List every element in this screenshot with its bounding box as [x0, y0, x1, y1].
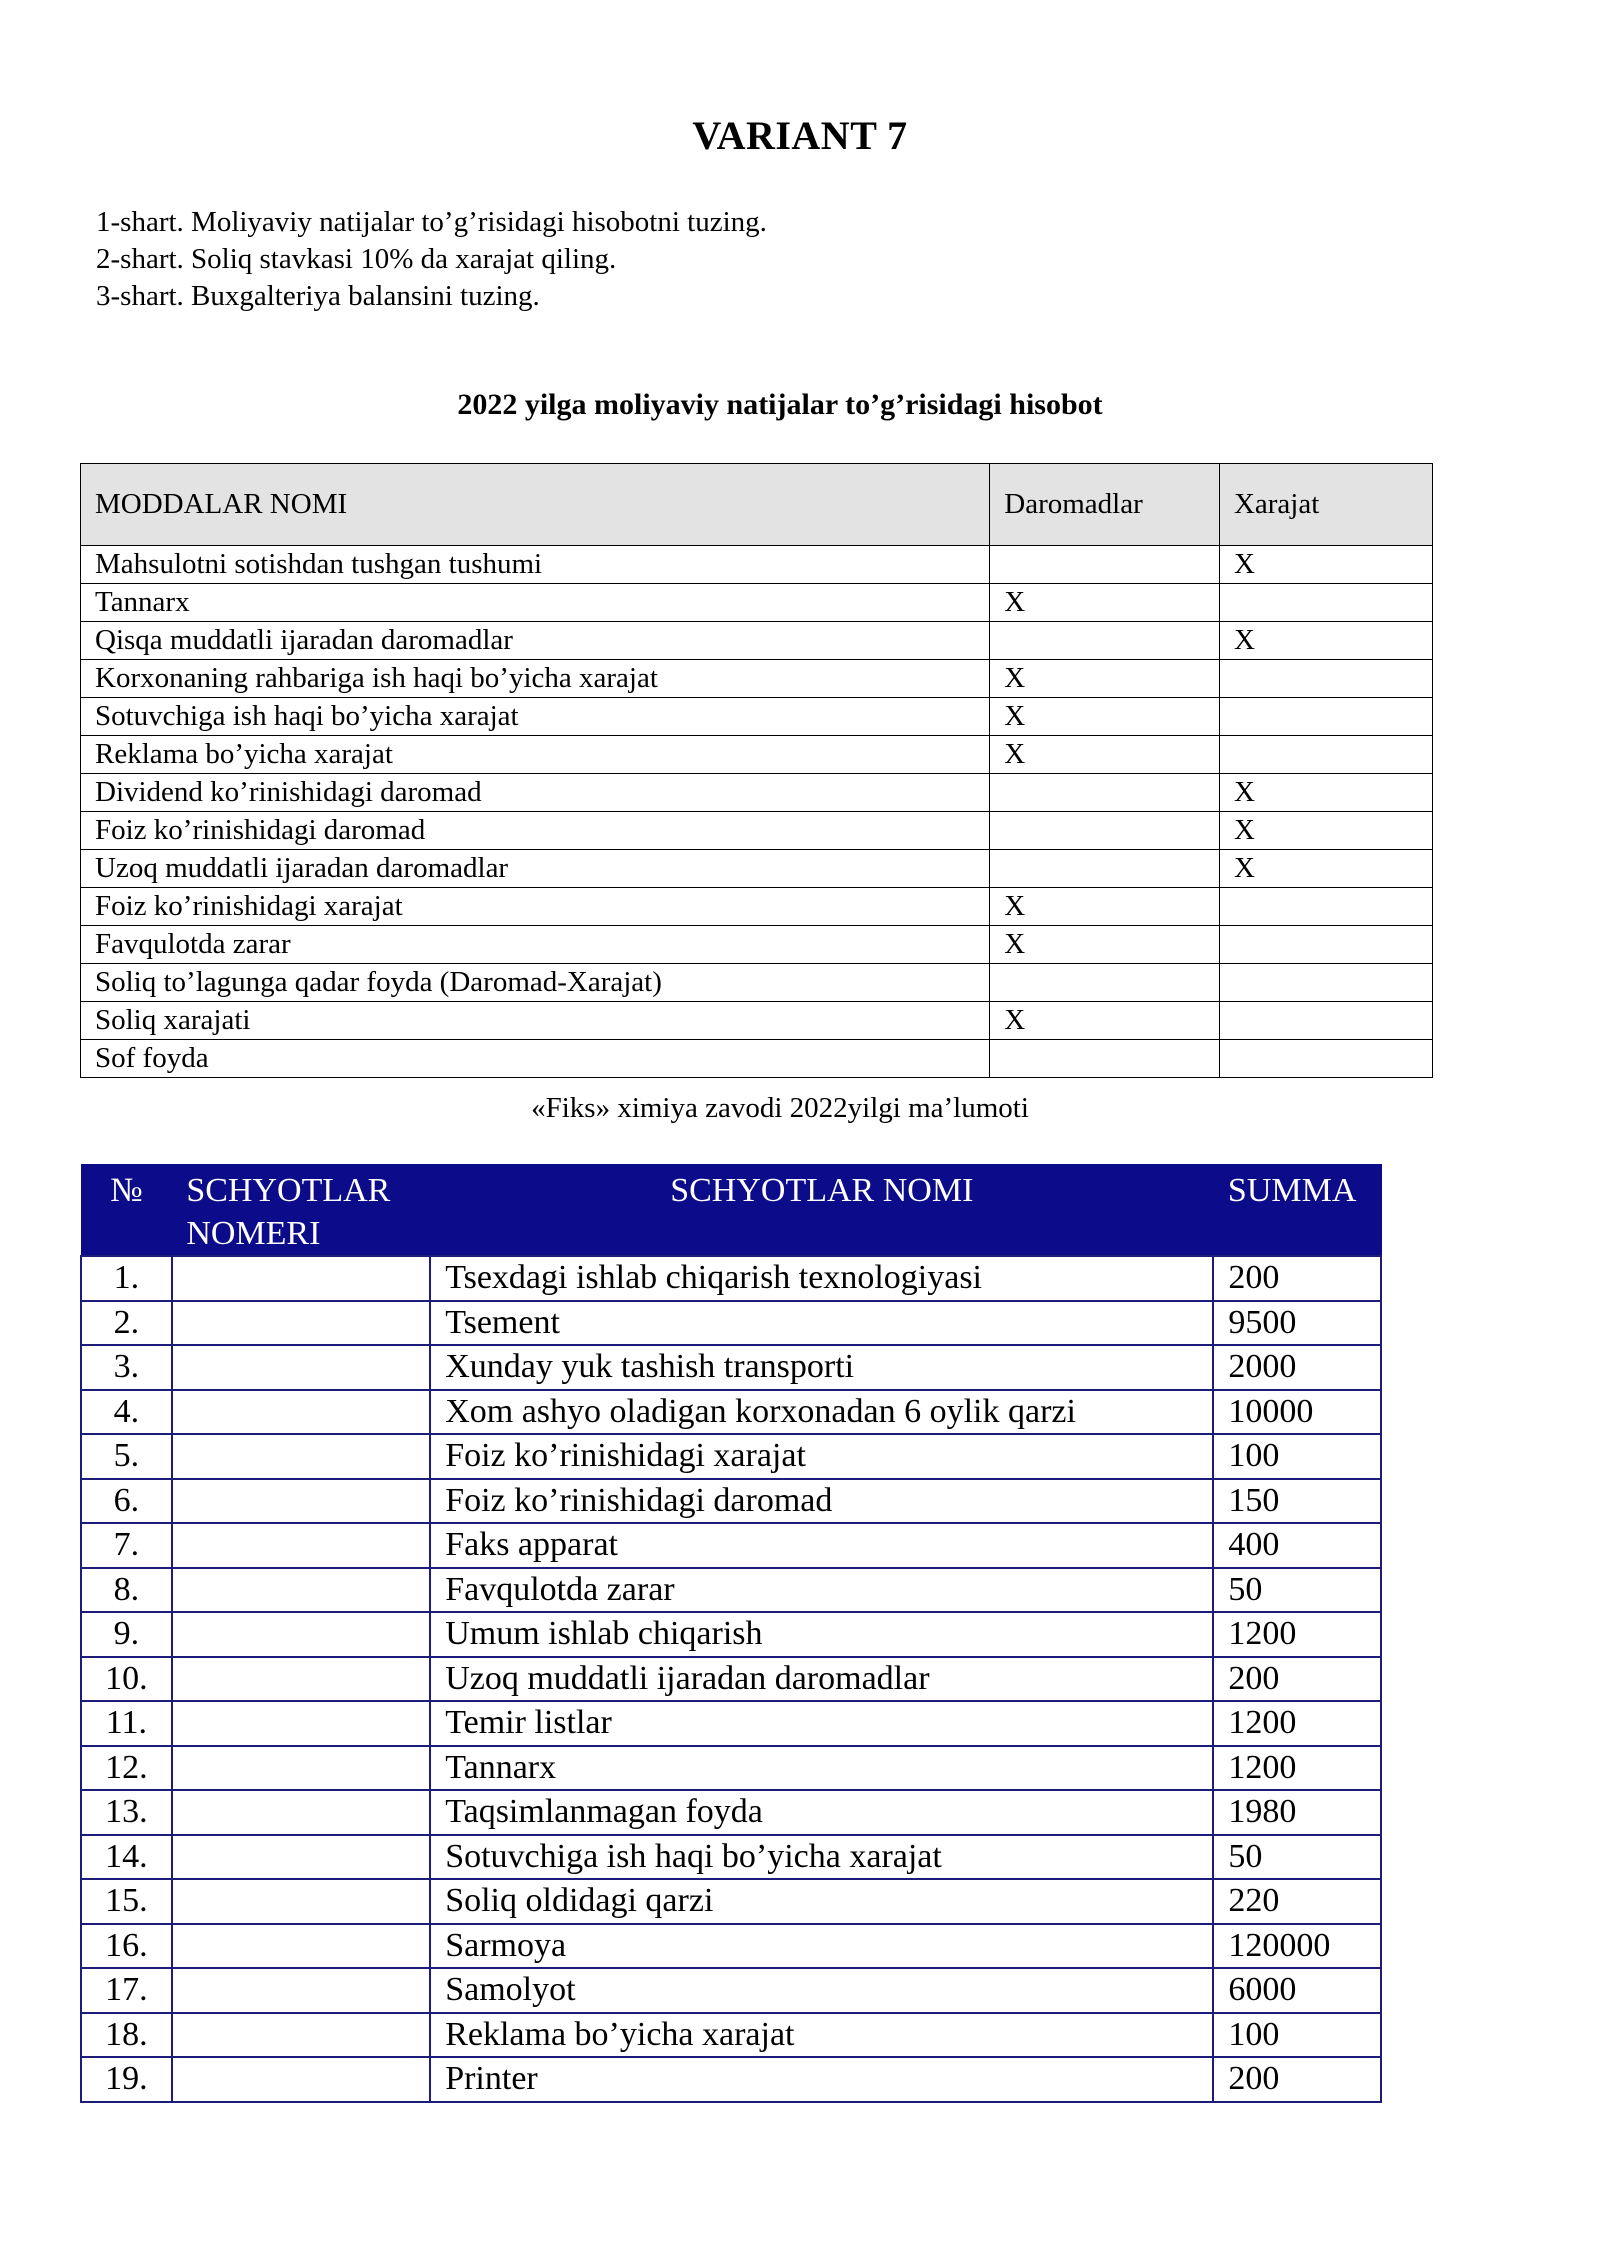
- table-row: [81, 812, 1433, 850]
- row-account-number: [172, 1568, 430, 1613]
- data-note: «Fiks» ximiya zavodi 2022yilgi ma’lumoti: [531, 1092, 1029, 1124]
- row-income-mark: [990, 850, 1220, 888]
- row-item-name: Foiz ko’rinishidagi daromad: [81, 812, 990, 850]
- row-expense-mark: [1219, 964, 1432, 1002]
- row-sum: 100: [1213, 2013, 1381, 2058]
- table-row: [81, 888, 1433, 926]
- row-number: 9.: [81, 1612, 172, 1657]
- table-header-row: [81, 1165, 1381, 1257]
- row-income-mark: [990, 964, 1220, 1002]
- row-account-name: Reklama bo’yicha xarajat: [430, 2013, 1213, 2058]
- table-row: [81, 1568, 1381, 1613]
- row-item-name: Soliq xarajati: [81, 1002, 990, 1040]
- condition-3: 3-shart. Buxgalteriya balansini tuzing.: [96, 280, 540, 312]
- row-account-name: Printer: [430, 2057, 1213, 2102]
- header-account-name: SCHYOTLAR NOMI: [430, 1165, 1213, 1257]
- row-expense-mark: [1219, 584, 1432, 622]
- row-item-name: Soliq to’lagunga qadar foyda (Daromad-Xarajat): [81, 964, 990, 1002]
- row-income-mark: X: [990, 736, 1220, 774]
- row-account-number: [172, 1345, 430, 1390]
- table-row: [81, 546, 1433, 584]
- row-expense-mark: [1219, 1002, 1432, 1040]
- table-row: [81, 698, 1433, 736]
- row-sum: 1980: [1213, 1790, 1381, 1835]
- row-income-mark: [990, 774, 1220, 812]
- row-sum: 2000: [1213, 1345, 1381, 1390]
- row-account-number: [172, 1835, 430, 1880]
- row-account-number: [172, 2057, 430, 2102]
- table-row: [81, 660, 1433, 698]
- row-expense-mark: X: [1219, 546, 1432, 584]
- row-account-name: Favqulotda zarar: [430, 1568, 1213, 1613]
- table-row: [81, 1523, 1381, 1568]
- row-income-mark: X: [990, 1002, 1220, 1040]
- row-sum: 1200: [1213, 1746, 1381, 1791]
- row-expense-mark: [1219, 660, 1432, 698]
- row-income-mark: [990, 546, 1220, 584]
- header-account-number: SCHYOTLAR NOMERI: [172, 1165, 430, 1257]
- condition-2: 2-shart. Soliq stavkasi 10% da xarajat qiling.: [96, 243, 617, 275]
- row-number: 5.: [81, 1434, 172, 1479]
- row-number: 16.: [81, 1924, 172, 1969]
- row-sum: 10000: [1213, 1390, 1381, 1435]
- row-account-number: [172, 1256, 430, 1301]
- row-item-name: Qisqa muddatli ijaradan daromadlar: [81, 622, 990, 660]
- conditions-list: [96, 204, 767, 315]
- table-row: [81, 1746, 1381, 1791]
- table-row: [81, 1479, 1381, 1524]
- row-account-number: [172, 1701, 430, 1746]
- table-row: [81, 1879, 1381, 1924]
- table-row: [81, 1434, 1381, 1479]
- row-account-name: Soliq oldidagi qarzi: [430, 1879, 1213, 1924]
- row-number: 11.: [81, 1701, 172, 1746]
- row-account-number: [172, 1390, 430, 1435]
- row-sum: 220: [1213, 1879, 1381, 1924]
- row-account-number: [172, 1434, 430, 1479]
- row-account-number: [172, 1612, 430, 1657]
- table-row: [81, 1701, 1381, 1746]
- row-number: 2.: [81, 1301, 172, 1346]
- row-income-mark: X: [990, 698, 1220, 736]
- row-expense-mark: [1219, 698, 1432, 736]
- row-account-name: Foiz ko’rinishidagi daromad: [430, 1479, 1213, 1524]
- row-account-name: Foiz ko’rinishidagi xarajat: [430, 1434, 1213, 1479]
- row-account-name: Tsexdagi ishlab chiqarish texnologiyasi: [430, 1256, 1213, 1301]
- row-number: 12.: [81, 1746, 172, 1791]
- header-expense: Xarajat: [1219, 464, 1432, 546]
- row-account-number: [172, 2013, 430, 2058]
- row-account-name: Umum ishlab chiqarish: [430, 1612, 1213, 1657]
- row-sum: 9500: [1213, 1301, 1381, 1346]
- row-number: 18.: [81, 2013, 172, 2058]
- table-row: [81, 774, 1433, 812]
- row-sum: 200: [1213, 1657, 1381, 1702]
- row-item-name: Sotuvchiga ish haqi bo’yicha xarajat: [81, 698, 990, 736]
- row-account-name: Xom ashyo oladigan korxonadan 6 oylik qarzi: [430, 1390, 1213, 1435]
- row-sum: 150: [1213, 1479, 1381, 1524]
- row-expense-mark: X: [1219, 850, 1432, 888]
- table-row: [81, 622, 1433, 660]
- row-account-number: [172, 1746, 430, 1791]
- table-row: [81, 1790, 1381, 1835]
- row-sum: 1200: [1213, 1612, 1381, 1657]
- table-header-row: [81, 464, 1433, 546]
- row-sum: 100: [1213, 1434, 1381, 1479]
- accounts-table: [80, 1164, 1382, 2103]
- row-item-name: Reklama bo’yicha xarajat: [81, 736, 990, 774]
- row-income-mark: X: [990, 926, 1220, 964]
- table-row: [81, 1657, 1381, 1702]
- row-number: 8.: [81, 1568, 172, 1613]
- page-title: VARIANT 7: [692, 113, 908, 158]
- row-number: 17.: [81, 1968, 172, 2013]
- row-item-name: Favqulotda zarar: [81, 926, 990, 964]
- table-row: [81, 926, 1433, 964]
- table-row: [81, 1040, 1433, 1078]
- header-number: №: [81, 1165, 172, 1257]
- row-account-number: [172, 1657, 430, 1702]
- row-sum: 6000: [1213, 1968, 1381, 2013]
- row-item-name: Sof foyda: [81, 1040, 990, 1078]
- row-account-number: [172, 1924, 430, 1969]
- table-row: [81, 2057, 1381, 2102]
- table-row: [81, 1924, 1381, 1969]
- report-title: 2022 yilga moliyaviy natijalar to’g’risidagi hisobot: [457, 388, 1103, 421]
- row-sum: 400: [1213, 1523, 1381, 1568]
- row-income-mark: X: [990, 660, 1220, 698]
- table-row: [81, 1612, 1381, 1657]
- row-account-number: [172, 1879, 430, 1924]
- row-income-mark: X: [990, 888, 1220, 926]
- condition-1: 1-shart. Moliyaviy natijalar to’g’risidagi hisobotni tuzing.: [96, 206, 767, 238]
- row-number: 10.: [81, 1657, 172, 1702]
- table-row: [81, 584, 1433, 622]
- table-row: [81, 1345, 1381, 1390]
- row-expense-mark: [1219, 888, 1432, 926]
- header-sum: SUMMA: [1213, 1165, 1381, 1257]
- row-account-number: [172, 1301, 430, 1346]
- table-row: [81, 850, 1433, 888]
- row-account-number: [172, 1968, 430, 2013]
- row-item-name: Dividend ko’rinishidagi daromad: [81, 774, 990, 812]
- row-sum: 200: [1213, 1256, 1381, 1301]
- table-row: [81, 1968, 1381, 2013]
- row-account-name: Sarmoya: [430, 1924, 1213, 1969]
- row-sum: 50: [1213, 1835, 1381, 1880]
- header-item-name: MODDALAR NOMI: [81, 464, 990, 546]
- row-account-name: Taqsimlanmagan foyda: [430, 1790, 1213, 1835]
- row-sum: 50: [1213, 1568, 1381, 1613]
- table-row: [81, 1390, 1381, 1435]
- row-sum: 200: [1213, 2057, 1381, 2102]
- row-number: 3.: [81, 1345, 172, 1390]
- table-row: [81, 2013, 1381, 2058]
- financial-results-table: [80, 463, 1433, 1078]
- row-expense-mark: [1219, 926, 1432, 964]
- row-account-name: Xunday yuk tashish transporti: [430, 1345, 1213, 1390]
- table-row: [81, 1002, 1433, 1040]
- row-income-mark: X: [990, 584, 1220, 622]
- row-item-name: Foiz ko’rinishidagi xarajat: [81, 888, 990, 926]
- row-sum: 1200: [1213, 1701, 1381, 1746]
- row-item-name: Korxonaning rahbariga ish haqi bo’yicha xarajat: [81, 660, 990, 698]
- table-row: [81, 1835, 1381, 1880]
- row-account-name: Samolyot: [430, 1968, 1213, 2013]
- row-number: 1.: [81, 1256, 172, 1301]
- row-number: 6.: [81, 1479, 172, 1524]
- row-expense-mark: X: [1219, 774, 1432, 812]
- row-account-name: Tsement: [430, 1301, 1213, 1346]
- row-sum: 120000: [1213, 1924, 1381, 1969]
- row-expense-mark: X: [1219, 812, 1432, 850]
- row-account-name: Tannarx: [430, 1746, 1213, 1791]
- row-account-name: Uzoq muddatli ijaradan daromadlar: [430, 1657, 1213, 1702]
- table-row: [81, 736, 1433, 774]
- row-income-mark: [990, 1040, 1220, 1078]
- row-number: 13.: [81, 1790, 172, 1835]
- row-number: 4.: [81, 1390, 172, 1435]
- row-income-mark: [990, 812, 1220, 850]
- row-account-number: [172, 1790, 430, 1835]
- header-income: Daromadlar: [990, 464, 1220, 546]
- row-number: 15.: [81, 1879, 172, 1924]
- row-number: 19.: [81, 2057, 172, 2102]
- row-income-mark: [990, 622, 1220, 660]
- row-item-name: Tannarx: [81, 584, 990, 622]
- row-account-name: Faks apparat: [430, 1523, 1213, 1568]
- row-account-name: Sotuvchiga ish haqi bo’yicha xarajat: [430, 1835, 1213, 1880]
- table-row: [81, 964, 1433, 1002]
- row-account-number: [172, 1523, 430, 1568]
- row-item-name: Mahsulotni sotishdan tushgan tushumi: [81, 546, 990, 584]
- table-row: [81, 1256, 1381, 1301]
- row-expense-mark: X: [1219, 622, 1432, 660]
- row-expense-mark: [1219, 736, 1432, 774]
- row-number: 14.: [81, 1835, 172, 1880]
- row-number: 7.: [81, 1523, 172, 1568]
- row-account-name: Temir listlar: [430, 1701, 1213, 1746]
- row-item-name: Uzoq muddatli ijaradan daromadlar: [81, 850, 990, 888]
- row-account-number: [172, 1479, 430, 1524]
- table-row: [81, 1301, 1381, 1346]
- row-expense-mark: [1219, 1040, 1432, 1078]
